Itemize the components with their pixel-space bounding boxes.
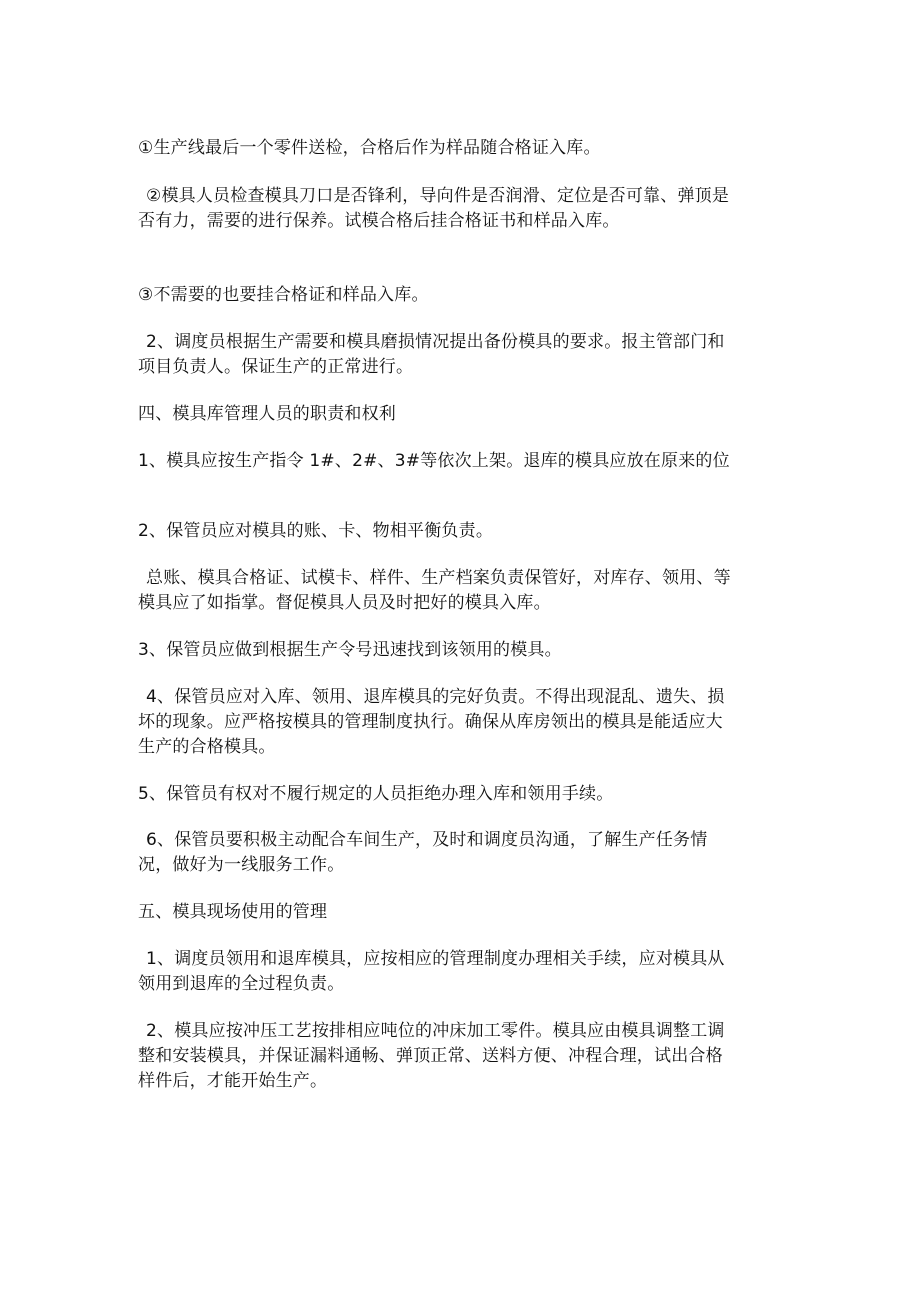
section-heading: 四、模具库管理人员的职责和权利 — [138, 404, 396, 424]
paragraph-line: 坏的现象。应严格按模具的管理制度执行。确保从库房领出的模具是能适应大 — [138, 712, 723, 732]
section-heading: 五、模具现场使用的管理 — [138, 902, 328, 922]
paragraph-line: 4、保管员应对入库、领用、退库模具的完好负责。不得出现混乱、遗失、损 — [146, 687, 725, 707]
paragraph-line: 样件后，才能开始生产。 — [138, 1071, 328, 1091]
paragraph-line: ②模具人员检查模具刀口是否锋利，导向件是否润滑、定位是否可靠、弹顶是 — [146, 186, 730, 206]
paragraph-line: 5、保管员有权对不履行规定的人员拒绝办理入库和领用手续。 — [138, 784, 614, 804]
paragraph-line: 6、保管员要积极主动配合车间生产，及时和调度员沟通，了解生产任务情 — [146, 830, 708, 850]
paragraph-line: 1、调度员领用和退库模具，应按相应的管理制度办理相关手续，应对模具从 — [146, 949, 725, 969]
paragraph-line: 否有力，需要的进行保养。试模合格后挂合格证书和样品入库。 — [138, 211, 620, 231]
paragraph-line: 1、模具应按生产指令 1#、2#、3#等依次上架。退库的模具应放在原来的位 — [138, 451, 730, 471]
paragraph-line: 模具应了如指掌。督促模具人员及时把好的模具入库。 — [138, 593, 551, 613]
paragraph-line: 2、模具应按冲压工艺按排相应吨位的冲床加工零件。模具应由模具调整工调 — [146, 1021, 725, 1041]
paragraph-line: 生产的合格模具。 — [138, 737, 276, 757]
paragraph-line: 项目负责人。保证生产的正常进行。 — [138, 357, 414, 377]
paragraph-line: ①生产线最后一个零件送检，合格后作为样品随合格证入库。 — [138, 138, 601, 158]
paragraph-line: 2、保管员应对模具的账、卡、物相平衡负责。 — [138, 521, 494, 541]
paragraph-line: ③不需要的也要挂合格证和样品入库。 — [138, 285, 429, 305]
paragraph-line: 整和安装模具，并保证漏料通畅、弹顶正常、送料方便、冲程合理，试出合格 — [138, 1046, 723, 1066]
paragraph-line: 领用到退库的全过程负责。 — [138, 974, 345, 994]
paragraph-line: 2、调度员根据生产需要和模具磨损情况提出备份模具的要求。报主管部门和 — [146, 332, 725, 352]
paragraph-line: 总账、模具合格证、试模卡、样件、生产档案负责保管好，对库存、领用、等 — [146, 568, 731, 588]
paragraph-line: 况，做好为一线服务工作。 — [138, 855, 345, 875]
paragraph-line: 3、保管员应做到根据生产令号迅速找到该领用的模具。 — [138, 640, 562, 660]
